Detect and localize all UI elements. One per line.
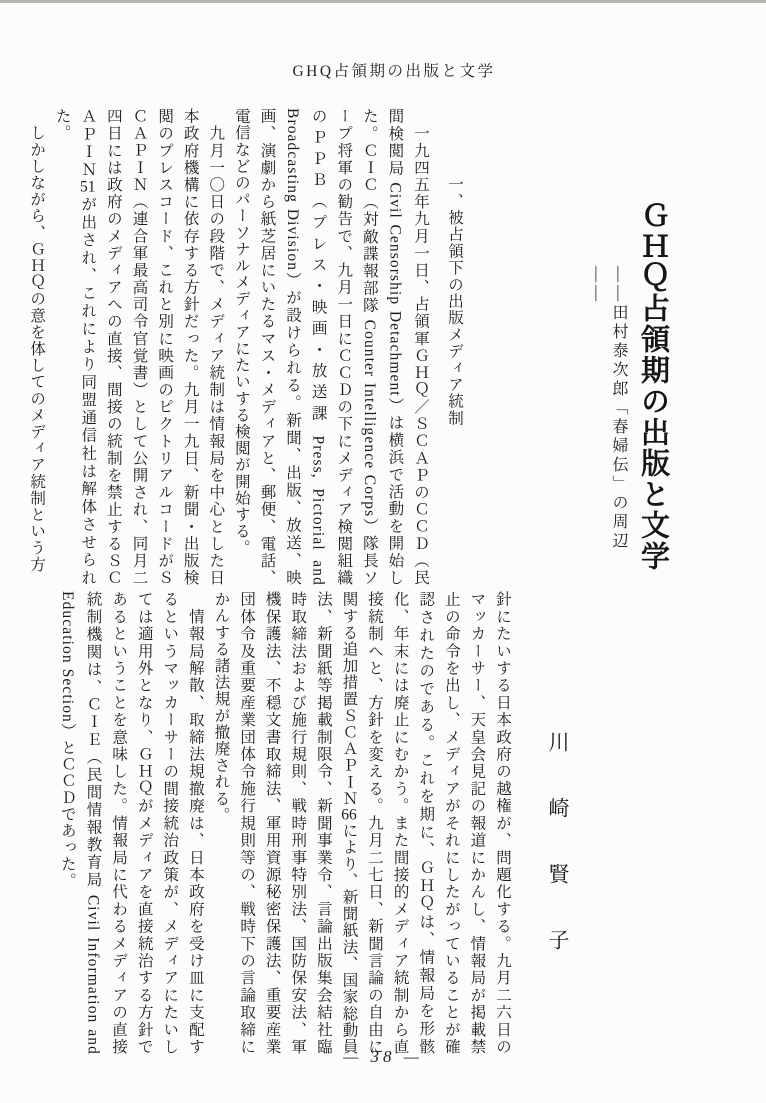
text-band-bottom: [45, 591, 671, 1055]
section-heading: 一、被占領下の出版メディア統制: [446, 176, 463, 427]
page-title: ＧＨＱ占領期の出版と文学: [637, 200, 669, 572]
running-header: GHQ占領期の出版と文学: [292, 63, 496, 80]
paragraph: しかしながら、ＧＨＱの意を体してのメディア統制という方: [28, 108, 46, 573]
title-block: [585, 108, 671, 586]
paragraph: 一九四五年九月一日、占領軍ＧＨＱ／ＳＣＡＰのＣＣＤ（民間検閲局 Civil Censorship Detachment）は横浜で活動を開始した。ＣＩＣ（対敵諜報部隊 Counter Intelligence Corps）隊長ソープ将軍の勧告で、九月一日にＣＣＤの下にメディア検閲組織のＰＰＢ（プレス・映画・放送課 Press, Pictorial and Broadcasting Division）が設けられる。新聞、出版、放送、映画、演劇から紙芝居にいたるマス・メディアと、郵便、電話、電信などのパーソナルメディアにたいする検閲が開始する。: [232, 108, 429, 586]
author-name: 川崎賢子: [546, 731, 570, 995]
paragraph: 針にたいする日本政府の越権が、問題化する。九月二六日のマッカーサー、天皇会見記の報道にかんし、情報局が掲載禁止の命令を出し、メディアがそれにしたがっていることが確認されたのである。これを期に、ＧＨＱは、情報局を形骸化、年末には廃止にむかう。また間接的メディア統制から直接統制へと、方針を変える。九月二七日、新聞言論の自由に関する追加措置ＳＣＡＰＩＮ66により、新聞紙法、国家総動員法、新聞紙等掲載制限令、新聞事業令、言論出版集会結社臨時取締法および施行規則、戦時刑事特別法、国防保安法、軍機保護法、不穏文書取締法、軍用資源秘密保護法、重要産業団体令及重要産業団体令施行規則等の、戦時下の言論取締にかんする諸法規が撤廃される。: [212, 591, 511, 1055]
paragraph: 情報局解散、取締法規撤廃は、日本政府を受け皿に支配するというマッカーサーの間接統治政策が、メディアにたいしては適用外となり、ＧＨＱがメディアを直接統治する方針であるということを意味した。情報局に代わるメディアの直接統制機関は、ＣＩＥ（民間情報教育局 Civil Information and Education Section）とＣＣＤであった。: [58, 591, 204, 1055]
paragraph: 九月一〇日の段階で、メディア統制は情報局を中心とした日本政府機構に依存する方針だった。九月一九日、新聞・出版検閲のプレスコード、これと別に映画のピクトリアルコードがＳＣＡＰＩＮ（連合軍最高司令官覚書）として公開され、同月二四日には政府のメディアへの直接、間接の統制を禁止するＳＣＡＰＩＮ51が出され、これにより同盟通信社は解体させられた。: [53, 108, 225, 586]
text-band-top: [28, 108, 671, 586]
page-number: — 38 —: [343, 1047, 423, 1066]
article-subtitle: ——田村泰次郎「春婦伝」の周辺——: [588, 266, 627, 551]
